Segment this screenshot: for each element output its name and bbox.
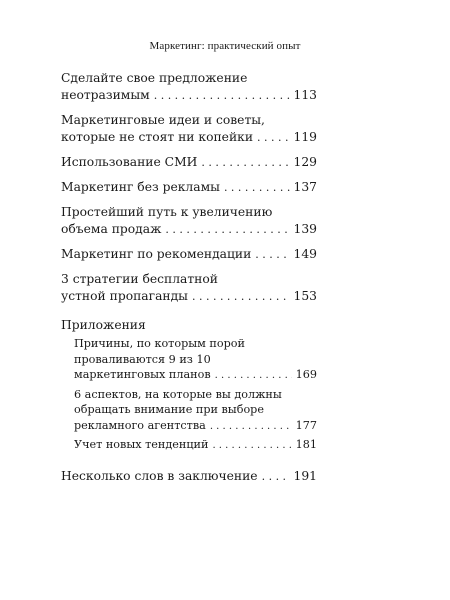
toc-entry-title-line: Причины, по которым порой <box>74 337 245 350</box>
dot-leader <box>212 438 291 454</box>
dot-leader <box>255 246 289 263</box>
dot-leader <box>165 221 289 238</box>
dot-leader <box>192 288 290 305</box>
toc-entry-title-line: Простейший путь к увеличению <box>61 205 273 219</box>
toc-entry-title-line: обращать внимание при выборе <box>74 403 264 416</box>
toc-entry-title-line: Учет новых тенденций <box>74 438 209 451</box>
toc-page-number: 113 <box>293 88 317 102</box>
toc-entry-title-line: рекламного агентства <box>74 418 206 432</box>
toc-subentry[interactable] <box>74 437 317 454</box>
toc-entry-title-line: Маркетинговые идеи и советы, <box>61 113 265 127</box>
running-head: Маркетинг: практический опыт <box>149 40 301 52</box>
dot-leader <box>224 179 290 196</box>
toc-entry-title-line: Несколько слов в заключение <box>61 468 258 483</box>
toc-page-number: 169 <box>295 368 317 381</box>
toc-entry-title-line: Использование СМИ <box>61 155 198 169</box>
dot-leader <box>215 368 292 384</box>
dot-leader <box>262 468 290 485</box>
toc-page-number: 119 <box>293 130 317 144</box>
toc-entry-title-line: маркетинговых планов <box>74 368 211 381</box>
toc-subentry[interactable] <box>74 387 317 435</box>
toc-subentry[interactable] <box>74 336 317 384</box>
toc-entry[interactable] <box>61 204 317 238</box>
toc-entry-title-line: неотразимым <box>61 88 150 102</box>
table-of-contents <box>61 70 317 493</box>
toc-entry[interactable] <box>61 70 317 104</box>
dot-leader <box>257 129 289 146</box>
toc-page-number: 129 <box>293 155 317 169</box>
toc-entry-title-line: 6 аспектов, на которые вы должны <box>74 387 282 401</box>
toc-page-number: 191 <box>293 468 317 483</box>
dot-leader <box>201 154 289 171</box>
toc-entry[interactable] <box>61 179 317 196</box>
toc-entry[interactable] <box>61 271 317 305</box>
toc-entry-title-line: объема продаж <box>61 222 162 236</box>
dot-leader <box>210 419 292 435</box>
toc-entry-title-line: Маркетинг по рекомендации <box>61 247 252 261</box>
toc-page-number: 181 <box>295 438 317 451</box>
toc-entry[interactable] <box>61 154 317 171</box>
toc-page-number: 153 <box>293 289 317 303</box>
dot-leader <box>154 87 290 104</box>
toc-page-number: 177 <box>295 418 317 432</box>
toc-page-number: 137 <box>293 180 317 194</box>
toc-entry[interactable] <box>61 246 317 263</box>
toc-entry[interactable] <box>61 112 317 146</box>
toc-entry-title-line: которые не стоят ни копейки <box>61 130 254 144</box>
toc-entry[interactable] <box>61 468 317 485</box>
toc-entry-title-line: Сделайте свое предложение <box>61 71 248 85</box>
appendix-heading: Приложения <box>61 318 146 332</box>
toc-page-number: 139 <box>293 222 317 236</box>
toc-entry-title-line: проваливаются 9 из 10 <box>74 352 211 366</box>
toc-entry-title-line: Маркетинг без рекламы <box>61 180 220 194</box>
toc-entry-title-line: устной пропаганды <box>61 289 188 303</box>
toc-entry-title-line: 3 стратегии бесплатной <box>61 272 218 286</box>
toc-page-number: 149 <box>293 247 317 261</box>
